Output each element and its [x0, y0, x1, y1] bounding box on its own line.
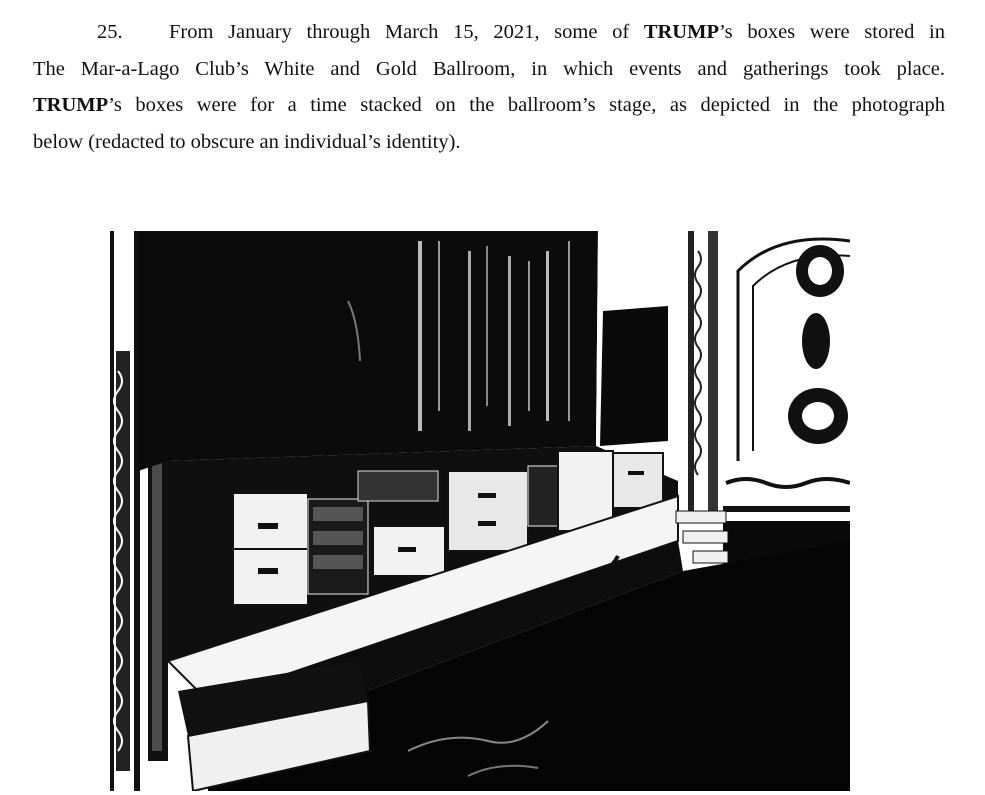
line3-text-post: ’s boxes were for a time stacked on the ballroom’s stage, as depicted in the photograph	[108, 94, 945, 116]
paragraph-number: 25.	[97, 21, 123, 43]
paragraph-line-4: below (redacted to obscure an individual’s identity).	[33, 130, 461, 153]
line1-text-pre: From January through March 15, 2021, some of	[169, 21, 644, 43]
ballroom-stage-photograph	[108, 231, 850, 791]
paragraph-25	[33, 14, 945, 160]
paragraph-line-3	[33, 87, 945, 124]
paragraph-line-1	[33, 14, 945, 51]
trump-name-bold: TRUMP	[643, 21, 719, 43]
line1-text-post: ’s boxes were stored in	[718, 21, 945, 43]
trump-name-bold-2: TRUMP	[33, 94, 109, 116]
stage-curtain	[138, 231, 598, 471]
paragraph-line-2: The Mar-a-Lago Club’s White and Gold Ballroom, in which events and gatherings took place.	[33, 57, 945, 80]
